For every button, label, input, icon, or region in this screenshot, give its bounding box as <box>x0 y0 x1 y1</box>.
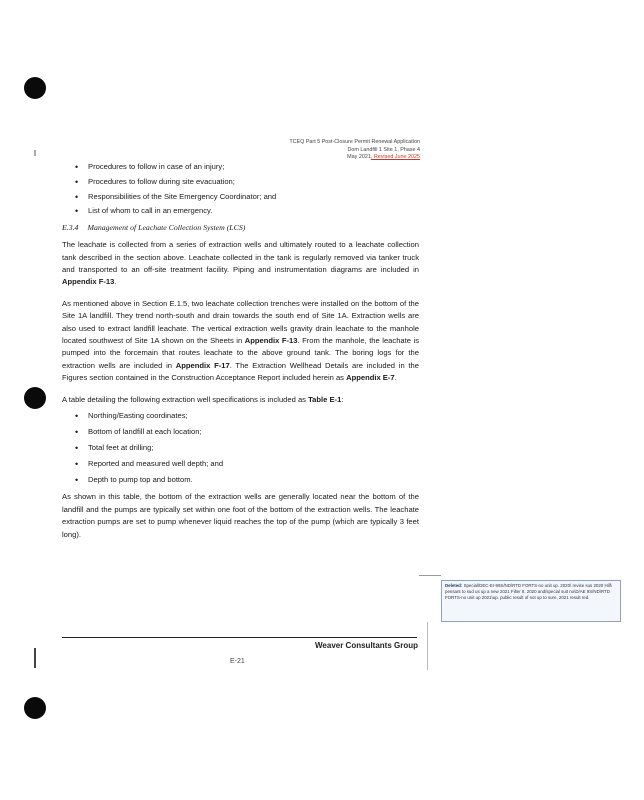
list-item: • Responsibilities of the Site Emergency Coordinator; and <box>62 191 419 203</box>
list-item: • Procedures to follow during site evacuation; <box>62 176 419 188</box>
paragraph-text: . From the manhole, the leachate is pumped into the forcemain that routes leachate to the above ground tank. The boring logs for the extraction wells are included in <box>62 336 419 370</box>
list-item: • Northing/Easting coordinates; <box>62 410 419 422</box>
paragraph-text: . <box>394 373 397 383</box>
appendix-reference: Appendix E-7 <box>346 373 395 383</box>
binder-hole-middle <box>24 387 46 409</box>
comment-connector <box>427 622 428 670</box>
list-item: • Depth to pump top and bottom. <box>62 474 419 486</box>
header-date-text: May 2021 <box>347 154 371 161</box>
document-body <box>62 161 419 550</box>
section-number: E.3.4 <box>62 222 79 232</box>
comment-label: Deleted: <box>445 583 463 588</box>
paragraph-pump-placement: As shown in this table, the bottom of the extraction wells are generally located near the bottom of the landfill and the pumps are typically set within one foot of the bottom of the extraction wells. The leachate extraction pumps are set to pump whenever liquid reaches the top of the pump (which are typically 3 feet long). <box>62 492 419 539</box>
paragraph-text: . The Extraction Wellhead Details are included in the Figures section contained in the Construction Acceptance Report included herein as <box>62 360 419 383</box>
list-item: • Total feet at drilling; <box>62 442 419 454</box>
list-item: • Bottom of landfill at each location; <box>62 426 419 438</box>
comment-connector <box>419 575 441 576</box>
tracked-deletion-comment[interactable] <box>441 580 621 622</box>
paragraph-text: As mentioned above in Section E.1.5, two leachate collection trenches were installed on the bottom of the Site 1A landfill. They trend north-south and drain towards the south end of Site 1A. Extraction wells are also used to extract landfill leachate. The vertical extraction wells gravity drain leachate to the manhole located southwest of Site 1A shown on the Sheets in <box>62 298 419 346</box>
header-inserted-revision: , Revised June 2025 <box>370 154 420 161</box>
paragraph-table-intro <box>62 394 419 406</box>
list-item: • Procedures to follow in case of an injury; <box>62 161 419 173</box>
header-line: TCEQ Part 5 Post-Closure Permit Renewal Application <box>289 139 420 145</box>
binder-hole-bottom <box>24 697 46 719</box>
page-header <box>289 139 420 162</box>
gutter-mark <box>34 648 36 668</box>
gutter-mark <box>34 150 36 156</box>
section-title: Management of Leachate Collection System (LCS) <box>87 222 246 232</box>
paragraph-text: The leachate is collected from a series of extraction wells and ultimately routed to a leachate collection tank described in the section above. Leachate collected in the tank is regularly removed via tanker truck and transported to an off-site treatment facility. Piping and instrumentation diagrams are included in <box>62 240 419 275</box>
header-line: Dom Landfill 1 Site 1, Phase 4 <box>347 146 420 153</box>
table-reference: Table E-1 <box>308 394 342 404</box>
comment-text: Special/DEC-EI-99S/ND\RTD FORTS-no unit up. 2020\ revise sus 2020 Hill\ pensant to sud us up a new 2021 Filter 8. 2020 and/special suit no\D/AE 9S/ND\RTD FORTS-no unit up 2021\up. public result of not up to sure, 2021 result red. <box>445 583 612 600</box>
list-item: • Reported and measured well depth; and <box>62 458 419 470</box>
paragraph-text: : <box>341 394 344 404</box>
list-item: • List of whom to call in an emergency. <box>62 205 419 217</box>
page-number: E-21 <box>230 658 245 665</box>
well-specifications-list <box>62 410 419 486</box>
binder-hole-top <box>24 77 46 99</box>
emergency-procedures-list <box>62 161 419 218</box>
appendix-reference: Appendix F-13 <box>62 277 115 287</box>
paragraph-text: . <box>114 277 117 287</box>
section-heading <box>62 222 419 234</box>
footer-company: Weaver Consultants Group <box>315 641 418 650</box>
paragraph-leachate-collection <box>62 239 419 289</box>
appendix-reference: Appendix F-17 <box>175 360 230 370</box>
paragraph-trenches <box>62 298 419 385</box>
paragraph-text: A table detailing the following extraction well specifications is included as <box>62 394 309 404</box>
appendix-reference: Appendix F-13 <box>244 336 298 346</box>
footer-rule <box>62 637 417 638</box>
